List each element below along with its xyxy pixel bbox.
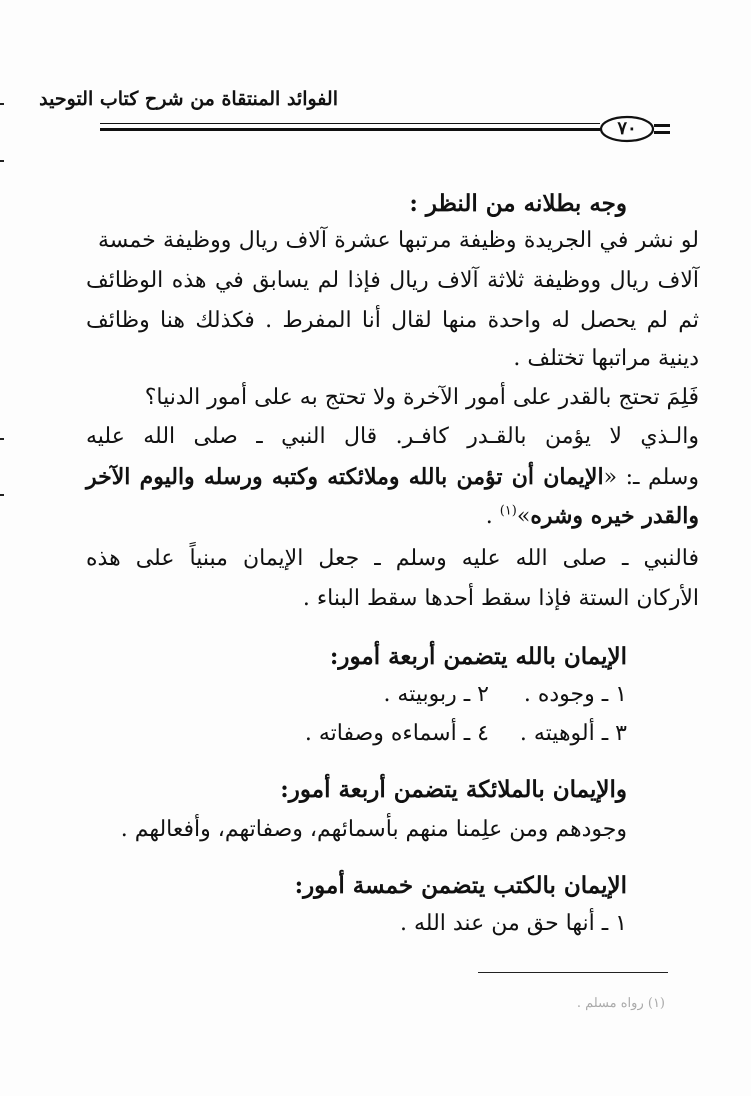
running-header-title: الفوائد المنتقاة من شرح كتاب التوحيد bbox=[39, 88, 338, 110]
paragraph-line: الأركان الستة فإذا سقط أحدها سقط البناء . bbox=[302, 586, 699, 611]
margin-mark bbox=[0, 103, 4, 105]
hadith-close: » bbox=[516, 504, 531, 529]
header-rule-right bbox=[654, 124, 670, 127]
header-rule-right bbox=[654, 131, 670, 134]
list-item: ١ ـ أنها حق من عند الله . bbox=[400, 911, 627, 936]
margin-mark bbox=[0, 160, 4, 162]
hadith-text: الإيمان أن تؤمن بالله وملائكته وكتبه ورسله واليوم الآخر bbox=[86, 464, 604, 490]
margin-mark bbox=[0, 438, 4, 440]
hadith-text: والقدر خيره وشره bbox=[530, 503, 699, 529]
section-heading: وجه بطلانه من النظر : bbox=[409, 190, 627, 217]
subheading-allah: الإيمان بالله يتضمن أربعة أمور: bbox=[329, 643, 627, 670]
paragraph-line: والـذي لا يؤمن بالقـدر كافـر. قال النبي ـ صلى الله عليه bbox=[86, 424, 699, 449]
page-number: ٧٠ bbox=[617, 118, 637, 139]
subheading-books: الإيمان بالكتب يتضمن خمسة أمور: bbox=[294, 872, 627, 899]
paragraph-line: ثم لم يحصل له واحدة منها لقال أنا المفرط . فكذلك هنا وظائف bbox=[86, 308, 699, 333]
footnote-rule bbox=[478, 972, 668, 973]
footnote-ref: (١) bbox=[499, 503, 517, 519]
list-item: ٣ ـ ألوهيته . bbox=[519, 721, 627, 746]
header-rule-thin bbox=[100, 123, 600, 124]
paragraph-line: وجودهم ومن علِمنا منهم بأسمائهم، وصفاتهم، وأفعالهم . bbox=[120, 817, 627, 842]
paragraph-line: آلاف ريال ووظيفة ثلاثة آلاف ريال فإذا لم يسابق في هذه الوظائف bbox=[86, 268, 699, 293]
question-line: فَلِمَ تحتج بالقدر على أمور الآخرة ولا تحتج به على أمور الدنيا؟ bbox=[144, 385, 699, 410]
hadith-end: . bbox=[485, 504, 500, 529]
paragraph-line: فالنبي ـ صلى الله عليه وسلم ـ جعل الإيمان مبنياً على هذه bbox=[86, 546, 699, 571]
margin-mark bbox=[0, 494, 4, 496]
paragraph-line: لو نشر في الجريدة وظيفة مرتبها عشرة آلاف ريال ووظيفة خمسة bbox=[98, 228, 699, 253]
hadith-prefix: وسلم ـ: « bbox=[603, 465, 699, 490]
subheading-angels: والإيمان بالملائكة يتضمن أربعة أمور: bbox=[280, 776, 627, 803]
header-rule-thick bbox=[100, 128, 600, 131]
list-item: ٢ ـ ربوبيته . bbox=[383, 682, 489, 707]
list-item: ٤ ـ أسماءه وصفاته . bbox=[304, 721, 489, 746]
footnote-text: (١) رواه مسلم . bbox=[576, 996, 665, 1011]
list-item: ١ ـ وجوده . bbox=[523, 682, 627, 707]
hadith-line bbox=[486, 503, 699, 529]
hadith-line bbox=[86, 464, 699, 490]
paragraph-line: دينية مراتبها تختلف . bbox=[513, 346, 699, 371]
